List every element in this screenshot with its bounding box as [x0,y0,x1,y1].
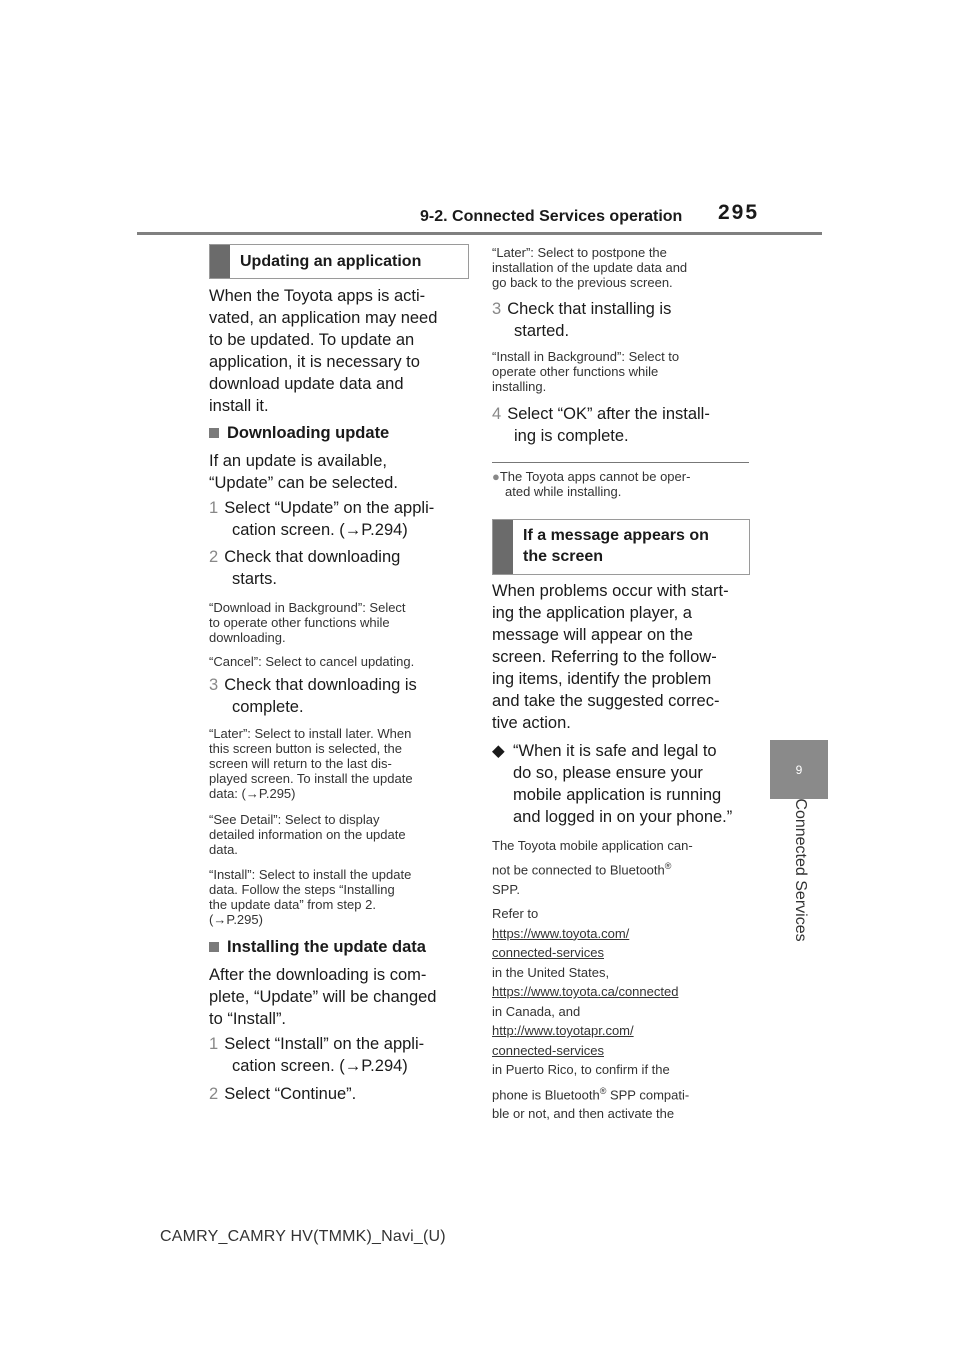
message-paragraph: When problems occur with start- ing the application player, a message will appear on the screen. Referring to the follow- ing items, identify the problem and take the suggested correc- tive action. [492,582,729,732]
note-postpone: “Later”: Select to postpone the installation of the update data and go back to the previous screen. [492,245,688,290]
step-1: 1 Select “Update” on the appli- cation screen. (→P.294) [209,499,435,539]
install-step-2: 2 Select “Continue”. [209,1085,357,1103]
heading-updating: Updating an application [240,253,422,270]
downloading-text: If an update is available, “Update” can be selected. [209,452,398,492]
section-title: 9-2. Connected Services operation [420,208,683,225]
message-item: ◆ “When it is safe and legal to do so, please ensure your mobile application is running and logged in on your phone.” [492,742,733,826]
link-toyota-us[interactable]: https://www.toyota.com/ [492,925,630,941]
step-2: 2 Check that downloading starts. [209,548,401,588]
heading-box-message [492,519,750,575]
page-number: 295 [718,201,760,224]
note-see-detail: “See Detail”: Select to display detailed information on the update data. [209,812,406,857]
mobile-note: The Toyota mobile application can- not be connected to Bluetooth® SPP. [492,838,693,898]
install-step-4: 4 Select “OK” after the install- ing is complete. [492,405,710,445]
square-bullet-icon [209,428,219,438]
note-install: “Install”: Select to install the update data. Follow the steps “Installing the update data” from step 2. (→P.295) [209,867,412,927]
subheading-downloading: Downloading update [209,422,389,444]
refer-block: Refer to https://www.toyota.com/ connected-services in the United States, https://www.toyota.ca/connected in Canada, and http://www.toyotapr.com/ connected-services in Puerto Rico, to confirm if the phone is Bluetooth® SPP compati- ble or not, and then activate the [492,906,690,1122]
note-download-background: “Download in Background”: Select to operate other functions while downloading. [209,600,406,645]
link-toyota-pr[interactable]: http://www.toyotapr.com/ [492,1023,634,1038]
footer-model: CAMRY_CAMRY HV(TMMK)_Navi_(U) [160,1228,446,1245]
diamond-bullet-icon: ◆ [492,742,505,760]
link-toyota-us-cont[interactable]: connected-services [492,945,604,960]
circle-bullet-icon: ● [492,469,500,484]
heading-bar [493,520,513,574]
note-install-background: “Install in Background”: Select to operate other functions while installing. [492,349,680,394]
note-later: “Later”: Select to install later. When this screen button is selected, the screen will return to the last dis- played screen. To install the update data: (→P.295) [209,726,413,801]
link-toyota-pr-cont[interactable]: connected-services [492,1042,604,1058]
heading-box-updating [209,244,469,279]
link-toyota-ca[interactable]: https://www.toyota.ca/connected [492,984,679,999]
install-step-1: 1 Select “Install” on the appli- cation screen. (→P.294) [209,1035,425,1075]
intro-paragraph: When the Toyota apps is acti- vated, an application may need to be updated. To update an application, it is necessary to download update data and install it. [209,287,438,415]
chapter-label: Connected Services [792,798,809,942]
info-note: ●The Toyota apps cannot be oper- ated while installing. [492,469,691,499]
chapter-tab [770,740,828,799]
header-rule [137,232,822,235]
note-cancel: “Cancel”: Select to cancel updating. [209,654,415,669]
square-bullet-icon [209,942,219,952]
step-3: 3 Check that downloading is complete. [209,676,417,716]
chapter-number: 9 [795,762,803,777]
heading-bar [210,245,230,278]
divider [492,462,749,463]
heading-message: If a message appears on the screen [523,527,709,565]
installing-text: After the downloading is com- plete, “Update” will be changed to “Install”. [209,966,437,1028]
install-step-3: 3 Check that installing is started. [492,300,672,340]
subheading-installing: Installing the update data [209,936,426,958]
